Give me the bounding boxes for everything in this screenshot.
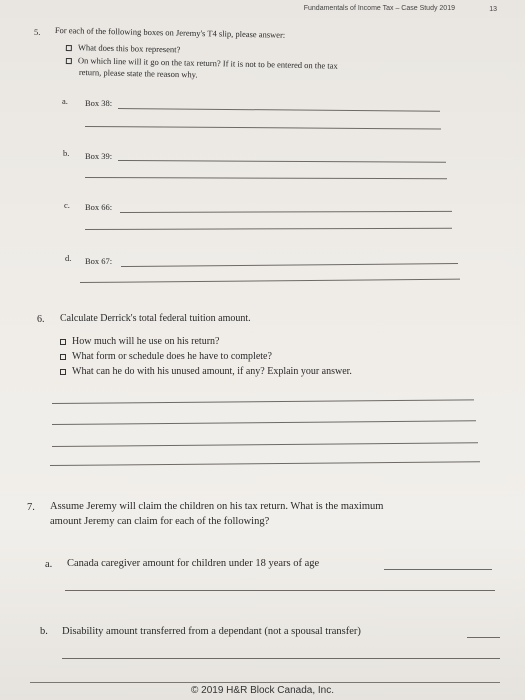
q7-answer-inline-b[interactable]: [467, 637, 500, 638]
checkbox-icon: [60, 354, 66, 360]
answer-line-b-2[interactable]: [85, 177, 447, 179]
q5-item-a-letter: a.: [62, 96, 68, 106]
q7-answer-line-b[interactable]: [62, 658, 500, 659]
q7-answer-inline-a[interactable]: [384, 569, 492, 570]
q7-prompt-line-2: amount Jeremy can claim for each of the following?: [50, 516, 270, 527]
footer-rule: [30, 682, 500, 683]
q7-item-a-label: Canada caregiver amount for children under 18 years of age: [67, 558, 320, 569]
q7-item-b-label: Disability amount transferred from a dependant (not a spousal transfer): [62, 626, 361, 637]
answer-line-d-1[interactable]: [121, 263, 458, 267]
answer-line-c-2[interactable]: [85, 228, 452, 230]
q7-answer-line-a[interactable]: [65, 590, 495, 591]
q5-prompt: For each of the following boxes on Jeremy's T4 slip, please answer:: [54, 25, 286, 40]
checkbox-icon: [66, 45, 72, 51]
q5-item-c-letter: c.: [64, 200, 70, 210]
footer-copyright: © 2019 H&R Block Canada, Inc.: [191, 685, 334, 696]
q6-bullet-3: What can he do with his unused amount, if any? Explain your answer.: [60, 366, 352, 377]
answer-line-a-1[interactable]: [118, 108, 440, 112]
q6-bullet-2: What form or schedule does he have to complete?: [60, 351, 272, 362]
q6-answer-line-3[interactable]: [52, 442, 478, 447]
q7-prompt-line-1: Assume Jeremy will claim the children on his tax return. What is the maximum: [50, 501, 384, 512]
q7-item-b-letter: b.: [40, 626, 48, 637]
answer-line-d-2[interactable]: [80, 279, 460, 283]
q5-bullet-2-cont: return, please state the reason why.: [78, 67, 198, 80]
page-header: Fundamentals of Income Tax – Case Study 2019: [303, 5, 455, 12]
q5-bullet-1: What does this box represent?: [66, 42, 181, 54]
checkbox-icon: [60, 339, 66, 345]
q5-item-c-label: Box 66:: [85, 202, 113, 212]
q5-number: 5.: [34, 27, 41, 37]
answer-line-c-1[interactable]: [120, 211, 452, 213]
answer-line-b-1[interactable]: [118, 160, 446, 163]
q5-item-b-letter: b.: [63, 148, 70, 158]
q6-bullet-1: How much will he use on his return?: [60, 336, 219, 347]
q5-item-b-label: Box 39:: [85, 151, 113, 161]
answer-line-a-2[interactable]: [85, 126, 441, 129]
q5-item-a-label: Box 38:: [85, 98, 113, 108]
checkbox-icon: [66, 58, 72, 64]
q6-answer-line-2[interactable]: [52, 420, 476, 425]
q5-bullet-2: On which line will it go on the tax return? If it is not to be entered on the tax: [66, 55, 338, 71]
q6-prompt: Calculate Derrick's total federal tuition amount.: [60, 313, 251, 324]
q7-number: 7.: [27, 502, 35, 513]
q6-answer-line-1[interactable]: [52, 399, 474, 404]
q6-number: 6.: [37, 314, 45, 325]
q5-item-d-letter: d.: [65, 253, 72, 263]
q7-item-a-letter: a.: [45, 559, 53, 570]
page-number: 13: [489, 6, 497, 13]
q6-answer-line-4[interactable]: [50, 461, 480, 466]
checkbox-icon: [60, 369, 66, 375]
q5-item-d-label: Box 67:: [85, 256, 113, 266]
